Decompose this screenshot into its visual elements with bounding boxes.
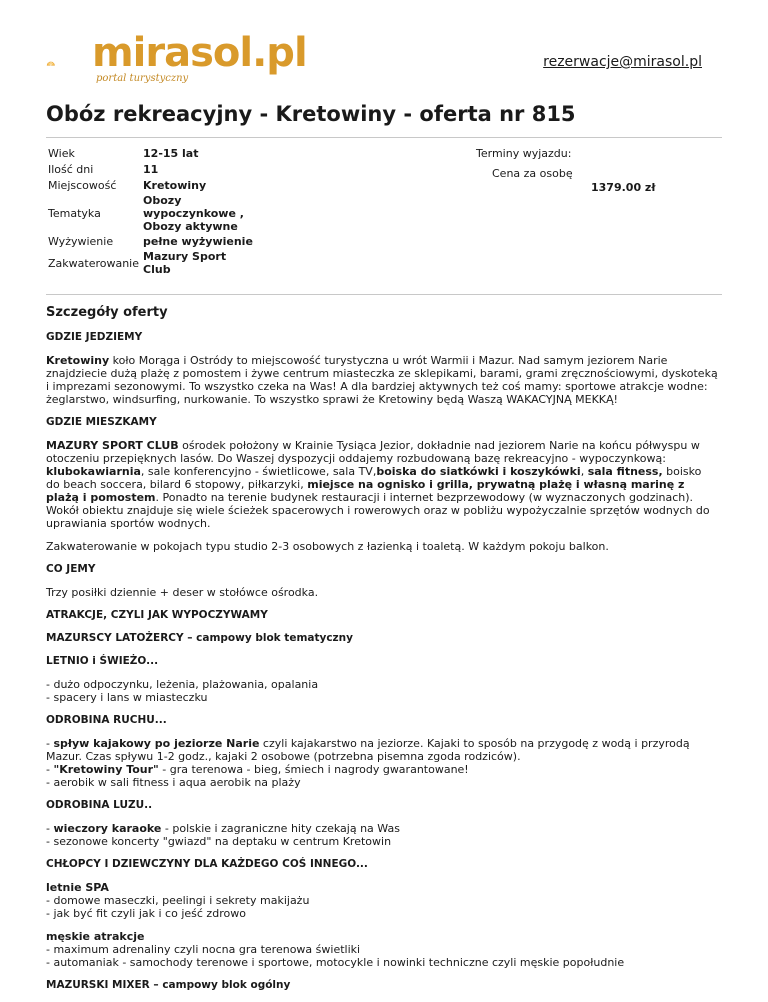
departure-dates-label: Terminy wyjazdu:: [476, 147, 572, 160]
text: ,: [580, 465, 588, 478]
mirasol-logo: [46, 34, 92, 90]
info-row: [46, 161, 257, 177]
paragraph: [46, 930, 718, 969]
bold-text: klubokawiarnia: [46, 465, 141, 478]
section-title: MAZURSKI MIXER – campowy blok ogólny: [46, 979, 291, 991]
info-key: Wiek: [48, 146, 75, 160]
info-row: [46, 234, 257, 249]
text: -: [46, 822, 54, 835]
info-key: Miejscowość: [48, 178, 117, 192]
list-item: - maximum adrenaliny czyli nocna gra terenowa świetliki: [46, 943, 361, 956]
section-title: CO JEMY: [46, 563, 96, 575]
text: koło Morąga i Ostródy to miejscowość turystyczna u wrót Warmii i Mazur. Nad samym jeziorem Narie znajdziecie dużą plażę z pomostem i żywe centrum miasteczka ze sklepikami, barami, grami zręcznościowymi, dyskoteką i imprezami sezonowymi. To wszystko czeka na Was! A dla bardziej aktywnych też coś mamy: sportowe atrakcje wodne: żeglarstwo, windsurfing, nurkowanie. To wszystko sprawi że Kretowiny będą Waszą WAKACYJNĄ MEKKĄ!: [46, 354, 718, 406]
divider: [46, 294, 722, 295]
bold-text: spływ kajakowy po jeziorze Narie: [53, 737, 260, 750]
divider: [46, 137, 722, 138]
section-title: ODROBINA RUCHU...: [46, 714, 167, 726]
paragraph: [46, 678, 718, 704]
text: ośrodek położony w Krainie Tysiąca Jezior, dokładnie nad jeziorem Narie na końcu półwyspu w otoczeniu przepięknych lasów. Do Waszej dyspozycji oddajemy rozbudowaną bazę rekreacyjno - wypoczynkową:: [46, 439, 700, 465]
info-value: 11: [143, 162, 159, 176]
text: boisko do beach soccera, bilard 6 stopowy, piłkarzyki,: [46, 465, 702, 491]
offer-details: [46, 306, 718, 1002]
paragraph: [46, 439, 718, 530]
text: , sale konferencyjno - świetlicowe, sala TV,: [140, 465, 377, 478]
text: - gra terenowa - bieg, śmiech i nagrody gwarantowane!: [158, 763, 469, 776]
bold-text: wieczory karaoke: [53, 822, 162, 835]
section-title: CHŁOPCY I DZIEWCZYNY DLA KAŻDEGO COŚ INNEGO...: [46, 858, 368, 870]
paragraph: [46, 737, 718, 789]
bold-text: letnie SPA: [46, 881, 109, 894]
info-key: Tematyka: [48, 207, 101, 220]
info-row: [46, 249, 257, 277]
list-item: - jak być fit czyli jak i co jeść zdrowo: [46, 907, 246, 920]
sun-icon: [47, 62, 55, 66]
list-item: - sezonowe koncerty "gwiazd" na deptaku w centrum Kretowin: [46, 835, 392, 848]
bold-text: miejsce na ognisko i grilla, prywatną plażę i własną marinę z plażą i pomostem: [46, 478, 685, 504]
section-title: ODROBINA LUZU..: [46, 799, 153, 811]
text: czyli kajakarstwo na jeziorze. Kajaki to sposób na przygodę z wodą i przyrodą Mazur. Czas spływu 1-2 godz., kajaki 2 osobowe (potrzebna pisemna zgoda rodziców).: [46, 737, 690, 763]
info-value: pełne wyżywienie: [143, 235, 253, 248]
info-value: Kretowiny: [143, 178, 207, 192]
bold-text: "Kretowiny Tour": [53, 763, 159, 776]
logo-tagline: portal turystyczny: [96, 73, 189, 84]
info-value: Obozy wypoczynkowe , Obozy aktywne: [143, 194, 244, 233]
list-item: - automaniak - samochody terenowe i sportowe, motocykle i nowinki techniczne czyli męskie popołudnie: [46, 956, 625, 969]
list-item: - domowe maseczki, peelingi i sekrety makijażu: [46, 894, 310, 907]
paragraph: [46, 822, 718, 848]
info-value: Mazury Sport Club: [143, 250, 227, 276]
paragraph: [46, 354, 718, 406]
email-link[interactable]: rezerwacje@mirasol.pl: [543, 54, 702, 70]
text: - polskie i zagraniczne hity czekają na Was: [161, 822, 400, 835]
bold-text: sala fitness,: [587, 465, 663, 478]
info-key: Wyżywienie: [48, 235, 114, 248]
section-title: ATRAKCJE, CZYLI JAK WYPOCZYWAMY: [46, 609, 268, 621]
bold-text: Kretowiny: [46, 354, 110, 367]
info-row: [46, 177, 257, 193]
offer-info-table: [46, 145, 257, 277]
text: -: [46, 737, 54, 750]
section-title: GDZIE MIESZKAMY: [46, 416, 157, 428]
info-row: [46, 145, 257, 161]
logo-wordmark: mirasol.pl: [92, 30, 307, 76]
text: -: [46, 763, 54, 776]
price-value: 1379.00 zł: [591, 181, 656, 194]
section-title: LETNIO i ŚWIEŻO...: [46, 655, 159, 667]
list-item: - dużo odpoczynku, leżenia, plażowania, opalania: [46, 678, 319, 691]
bold-text: MAZURY SPORT CLUB: [46, 439, 179, 452]
list-item: - spacery i lans w miasteczku: [46, 691, 208, 704]
list-item: - aerobik w sali fitness i aqua aerobik na plaży: [46, 776, 301, 789]
bold-text: męskie atrakcje: [46, 930, 145, 943]
paragraph: [46, 881, 718, 920]
price-label: Cena za osobę: [492, 167, 573, 180]
info-row: [46, 193, 257, 234]
info-value: 12-15 lat: [143, 146, 199, 160]
section-title: GDZIE JEDZIEMY: [46, 331, 143, 343]
details-heading: Szczegóły oferty: [46, 305, 168, 320]
text: . Ponadto na terenie budynek restauracji i internet bezprzewodowy (w wyznaczonych godzinach). Wokół obiektu znajduje się wiele ścieżek spacerowych i rowerowych oraz w pobliżu wypożyczalnie sprzętów wodnych do uprawiania sportów wodnych.: [46, 491, 710, 530]
info-key: Zakwaterowanie: [48, 256, 140, 270]
section-title: MAZURSCY LATOŻERCY – campowy blok tematyczny: [46, 632, 353, 644]
paragraph: Trzy posiłki dziennie + deser w stołówce ośrodka.: [46, 586, 319, 599]
page-title: Obóz rekreacyjny - Kretowiny - oferta nr 815: [46, 102, 576, 126]
bold-text: boiska do siatkówki i koszykówki: [376, 465, 581, 478]
paragraph: Zakwaterowanie w pokojach typu studio 2-3 osobowych z łazienką i toaletą. W każdym pokoju balkon.: [46, 540, 609, 553]
info-key: Ilość dni: [48, 162, 94, 176]
